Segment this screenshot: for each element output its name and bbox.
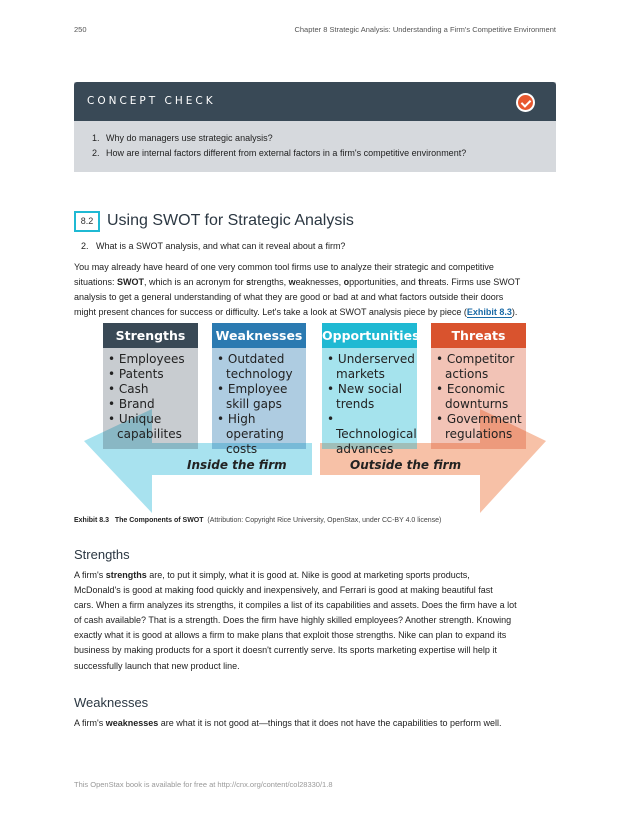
- intro-paragraph: You may already have heard of one very common tool firms use to analyze their strategic and competitive situations: SWOT, which is an acronym for strengths, weaknesses, opportunities, and threats. Firms use SWOT analysis to get a general understanding of what they are good or bad at and what factors outside their doors might present chances for success or difficulty. Let's take a look at SWOT analysis piece by piece (Exhibit 8.3).: [74, 262, 521, 318]
- check-circle-icon: [516, 93, 535, 112]
- list-item: • Patents: [108, 367, 198, 382]
- weaknesses-header: Weaknesses: [212, 323, 306, 348]
- threats-header: Threats: [431, 323, 526, 348]
- strengths-header: Strengths: [103, 323, 198, 348]
- list-item: • Underserved markets: [327, 352, 417, 382]
- opportunities-header: Opportunities: [322, 323, 417, 348]
- swot-column-opportunities: [322, 323, 420, 456]
- list-item: • Technological advances: [327, 412, 417, 457]
- swot-figure: [84, 323, 548, 513]
- weaknesses-body: [212, 348, 306, 456]
- list-item: • Government regulations: [436, 412, 526, 442]
- page-header: [74, 25, 556, 37]
- list-item: • Competitor actions: [436, 352, 526, 382]
- list-item: • High operating costs: [217, 412, 306, 457]
- list-item: • New social trends: [327, 382, 417, 412]
- swot-column-threats: [431, 323, 526, 449]
- page-number: 250: [74, 25, 87, 34]
- concept-check-box: [74, 82, 556, 172]
- list-item: • Employees: [108, 352, 198, 367]
- figure-caption: Exhibit 8.3 The Components of SWOT (Attribution: Copyright Rice University, OpenStax, under CC-BY 4.0 license): [74, 517, 442, 524]
- list-item: • Brand: [108, 397, 198, 412]
- strengths-body: [103, 348, 198, 449]
- section-number-badge: 8.2: [74, 211, 100, 232]
- concept-check-question: 2. How are internal factors different from external factors in a firm's competitive environment?: [92, 148, 467, 158]
- inside-label: Inside the firm: [187, 458, 287, 472]
- weaknesses-heading: Weaknesses: [74, 695, 149, 710]
- outside-label: Outside the firm: [350, 458, 462, 472]
- list-item: • Employee skill gaps: [217, 382, 306, 412]
- concept-check-question: 1. Why do managers use strategic analysis?: [92, 133, 273, 143]
- list-item: • Outdated technology: [217, 352, 306, 382]
- page-footer: This OpenStax book is available for free at http://cnx.org/content/col28330/1.8: [74, 780, 333, 789]
- swot-column-weaknesses: [212, 323, 306, 456]
- opportunities-list: [322, 348, 417, 457]
- threats-body: [431, 348, 526, 449]
- list-item: • Unique capabilites: [108, 412, 198, 442]
- exhibit-link[interactable]: Exhibit 8.3: [466, 307, 512, 318]
- weaknesses-list: [212, 348, 306, 457]
- swot-column-strengths: [103, 323, 198, 449]
- section-title: Using SWOT for Strategic Analysis: [107, 212, 354, 229]
- chapter-title: Chapter 8 Strategic Analysis: Understanding a Firm's Competitive Environment: [294, 25, 556, 34]
- strengths-heading: Strengths: [74, 547, 130, 562]
- opportunities-body: [322, 348, 417, 456]
- concept-check-list: [92, 132, 466, 162]
- list-item: • Economic downturns: [436, 382, 526, 412]
- threats-list: [431, 348, 526, 442]
- strengths-paragraph: A firm's strengths are, to put it simply, what it is good at. Nike is good at marketing sports products, McDonald's is good at making food quickly and inexpensively, and Ferrari is good at making beautiful fast cars. When a firm analyzes its strengths, it compiles a list of its capabilities and assets. Does the firm have a lot of cash available? That is a strength. Does the firm have highly skilled employees? Another strength. Knowing exactly what it is good at allows a firm to make plans that exploit those strengths. Nike can plan to expand its business by making products for a sport it doesn't currently serve. Its sports marketing expertise will help it successfully launch that new product line.: [74, 570, 517, 671]
- strengths-list: [103, 348, 198, 442]
- concept-check-header: [74, 82, 556, 121]
- concept-check-title: CONCEPT CHECK: [87, 95, 216, 107]
- learning-objective: 2. What is a SWOT analysis, and what can it reveal about a firm?: [81, 241, 346, 251]
- list-item: • Cash: [108, 382, 198, 397]
- weaknesses-paragraph: A firm's weaknesses are what it is not good at—things that it does not have the capabilities to perform well.: [74, 718, 502, 728]
